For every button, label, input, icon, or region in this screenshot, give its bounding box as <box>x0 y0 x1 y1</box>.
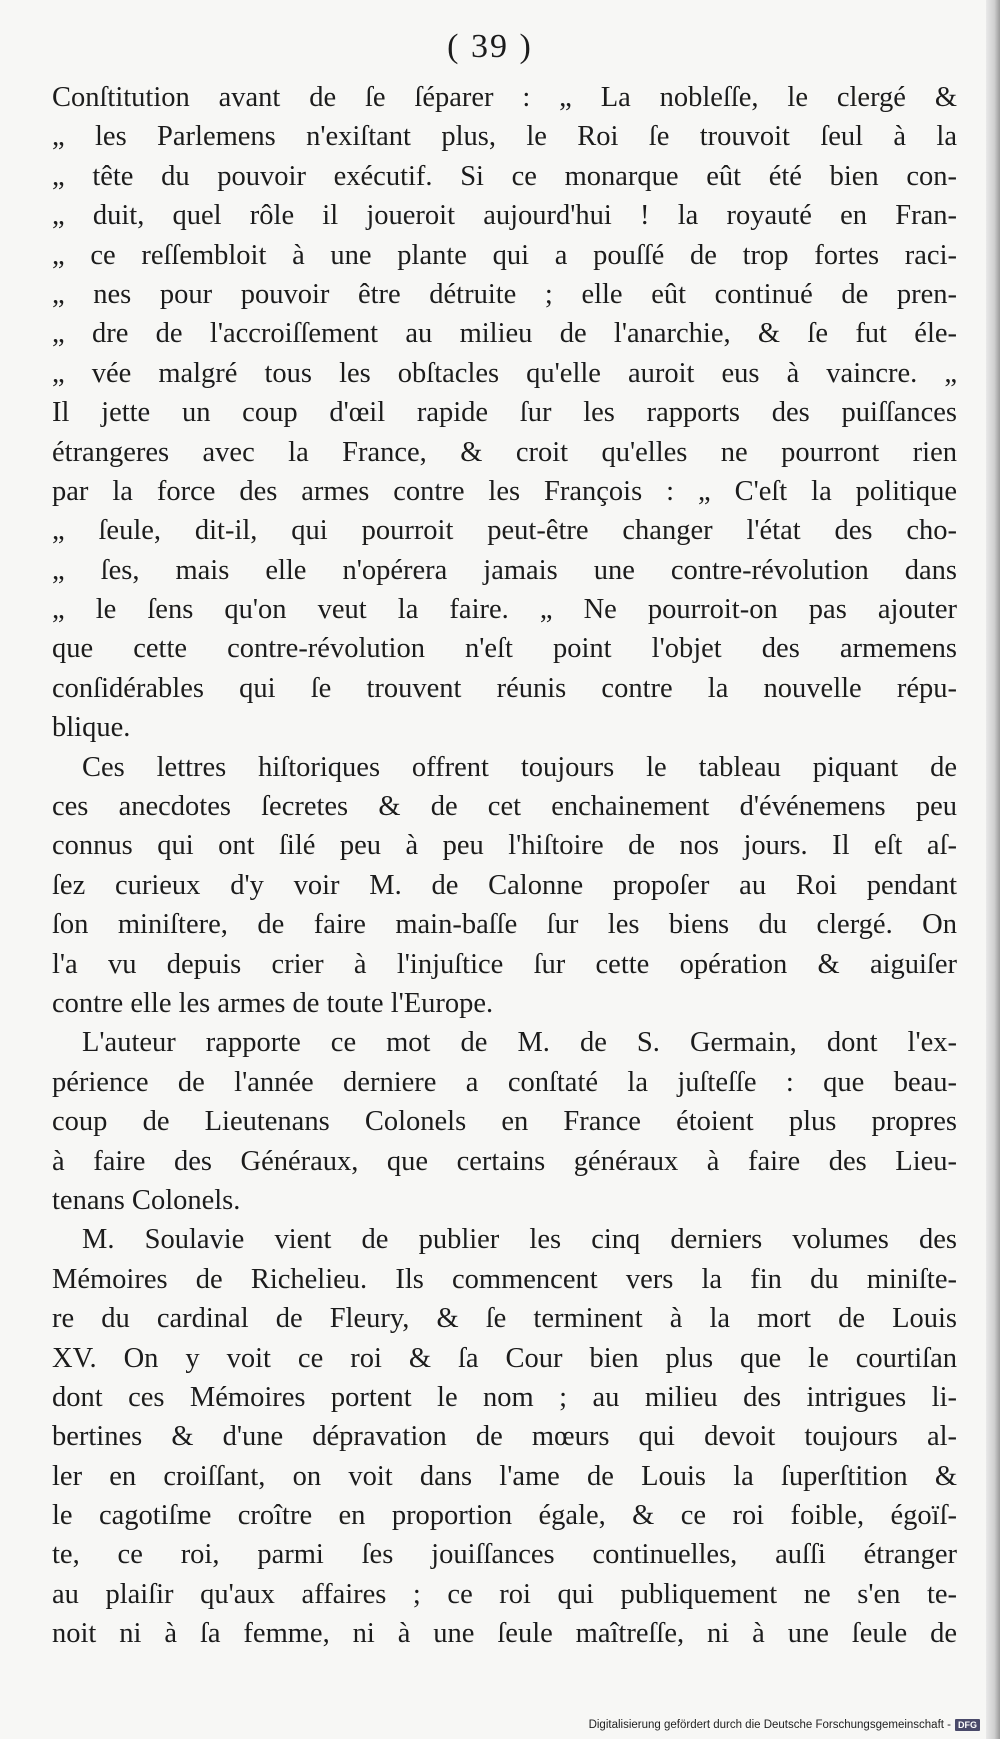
text-line: „ tête du pouvoir exécutif. Si ce monarque eût été bien con- <box>52 160 957 192</box>
text-line: à faire des Généraux, que certains généraux à faire des Lieu- <box>52 1145 957 1177</box>
text-line: Il jette un coup d'œil rapide ſur les rapports des puiſſances <box>52 397 957 429</box>
text-line: „ ſeule, dit-il, qui pourroit peut-être changer l'état des cho- <box>52 515 957 547</box>
text-line: blique. <box>52 712 131 744</box>
text-line: „ les Parlemens n'exiſtant plus, le Roi ſe trouvoit ſeul à la <box>52 121 957 153</box>
text-line: Conſtitution avant de ſe ſéparer : „ La nobleſſe, le clergé & <box>52 82 957 113</box>
text-line: étrangeres avec la France, & croit qu'elles ne pourront rien <box>52 436 957 468</box>
text-line: contre elle les armes de toute l'Europe. <box>52 987 494 1019</box>
text-line: ces anecdotes ſecretes & de cet enchainement d'événemens peu <box>52 791 957 823</box>
text-line: „ duit, quel rôle il joueroit aujourd'hui ! la royauté en Fran- <box>52 200 957 232</box>
text-line: dont ces Mémoires portent le nom ; au milieu des intrigues li- <box>52 1381 957 1413</box>
text-line: que cette contre-révolution n'eſt point l'objet des armemens <box>52 633 957 665</box>
page-edge-shadow <box>986 0 1000 1739</box>
text-line: „ le ſens qu'on veut la faire. „ Ne pourroit-on pas ajouter <box>52 594 957 626</box>
text-line: M. Soulavie vient de publier les cinq derniers volumes des <box>82 1224 957 1256</box>
text-line: ler en croiſſant, on voit dans l'ame de Louis la ſuperſtition & <box>52 1460 957 1492</box>
page-number: ( 39 ) <box>447 28 533 65</box>
text-line: „ ce reſſembloit à une plante qui a pouſſé de trop fortes raci- <box>52 239 957 271</box>
text-line: tenans Colonels. <box>52 1184 241 1216</box>
text-line: noit ni à ſa femme, ni à une ſeule maîtreſſe, ni à une ſeule de <box>52 1618 957 1650</box>
text-line: re du cardinal de Fleury, & ſe terminent à la mort de Louis <box>52 1303 957 1335</box>
text-line: „ ſes, mais elle n'opérera jamais une contre-révolution dans <box>52 554 957 586</box>
text-line: bertines & d'une dépravation de mœurs qui devoit toujours al- <box>52 1421 957 1453</box>
text-line: ſez curieux d'y voir M. de Calonne propoſer au Roi pendant <box>52 869 957 901</box>
text-line: au plaiſir qu'aux affaires ; ce roi qui publiquement ne s'en te- <box>52 1578 957 1610</box>
text-line: XV. On y voit ce roi & ſa Cour bien plus que le courtiſan <box>52 1342 957 1374</box>
text-line: te, ce roi, parmi ſes jouiſſances continuelles, auſſi étranger <box>52 1539 957 1571</box>
text-line: par la force des armes contre les François : „ C'eſt la politique <box>52 475 957 507</box>
text-line: coup de Lieutenans Colonels en France étoient plus propres <box>52 1106 957 1138</box>
text-line: l'a vu depuis crier à l'injuſtice ſur cette opération & aiguiſer <box>52 948 957 980</box>
dfg-logo: DFG <box>955 1719 980 1731</box>
text-line: connus qui ont ſilé peu à peu l'hiſtoire de nos jours. Il eſt aſ- <box>52 830 957 862</box>
text-line: périence de l'année derniere a conſtaté la juſteſſe : que beau- <box>52 1066 957 1098</box>
body-text <box>52 78 957 1654</box>
text-line: L'auteur rapporte ce mot de M. de S. Germain, dont l'ex- <box>82 1027 957 1059</box>
text-line: „ nes pour pouvoir être détruite ; elle eût continué de pren- <box>52 278 957 310</box>
digitization-credit <box>589 1719 980 1731</box>
text-line: conſidérables qui ſe trouvent réunis contre la nouvelle répu- <box>52 672 957 704</box>
text-line: le cagotiſme croître en proportion égale, & ce roi foible, égoïſ- <box>52 1500 957 1532</box>
credit-text: Digitalisierung gefördert durch die Deutsche Forschungsgemeinschaft - <box>588 1719 951 1731</box>
text-line: Mémoires de Richelieu. Ils commencent vers la fin du miniſte- <box>52 1263 957 1295</box>
text-line: Ces lettres hiſtoriques offrent toujours le tableau piquant de <box>82 751 957 783</box>
text-line: „ dre de l'accroiſſement au milieu de l'anarchie, & ſe fut éle- <box>52 318 957 350</box>
text-line: „ vée malgré tous les obſtacles qu'elle auroit eus à vaincre. „ <box>52 357 957 389</box>
text-line: ſon miniſtere, de faire main-baſſe ſur les biens du clergé. On <box>52 909 957 941</box>
